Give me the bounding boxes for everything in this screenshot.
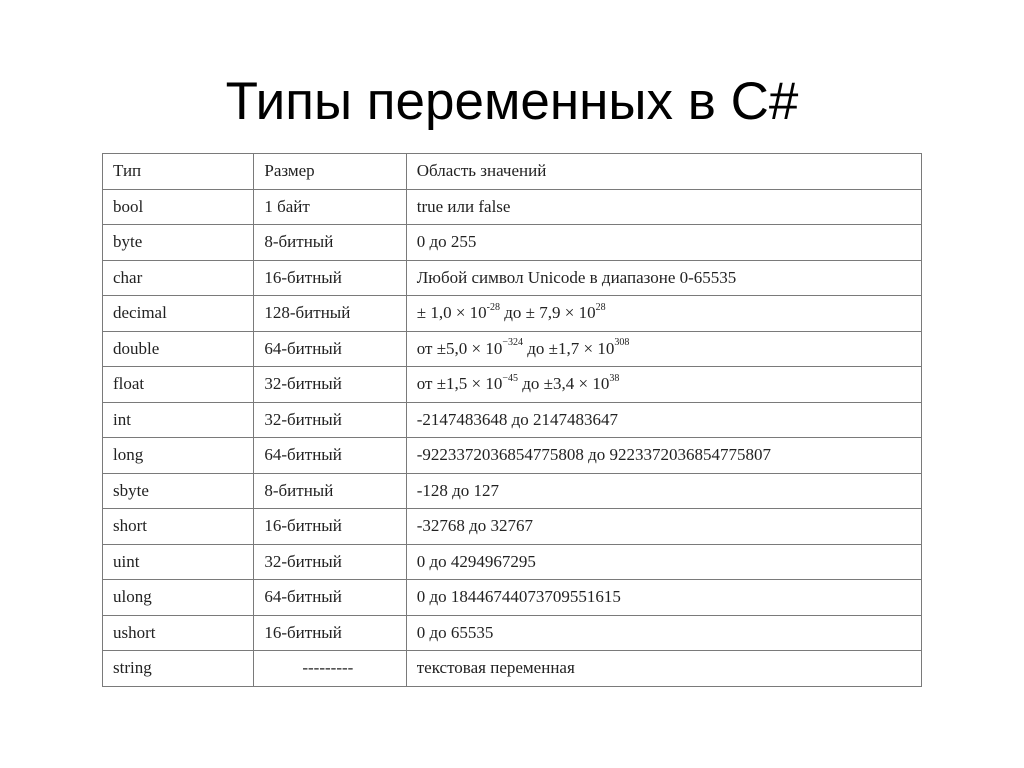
table-row-uint (103, 544, 922, 580)
cell-range (406, 615, 921, 651)
cell-type: sbyte (103, 473, 254, 509)
cell-range (406, 296, 921, 332)
header-type: Тип (103, 154, 254, 190)
cell-size: 1 байт (254, 189, 406, 225)
cell-type: decimal (103, 296, 254, 332)
cell-type: ulong (103, 580, 254, 616)
cell-type: float (103, 367, 254, 403)
header-range: Область значений (406, 154, 921, 190)
range-text: -128 до 127 (416, 480, 500, 500)
cell-range (406, 189, 921, 225)
table-row-float (103, 367, 922, 403)
range-exponent: −45 (502, 372, 519, 384)
table-body (103, 189, 922, 686)
range-text: -2147483648 до 2147483647 (416, 409, 619, 429)
cell-type: string (103, 651, 254, 687)
range-text: 0 до 255 (416, 232, 477, 252)
cell-range (406, 544, 921, 580)
header-size: Размер (254, 154, 406, 190)
cell-size: 32-битный (254, 402, 406, 438)
table-row-double (103, 331, 922, 367)
cell-range (406, 260, 921, 296)
table-row-short (103, 509, 922, 545)
cell-size: 64-битный (254, 331, 406, 367)
range-text: от ±5,0 × 10 (416, 338, 503, 358)
range-exponent: −324 (502, 337, 524, 349)
variable-types-table (102, 153, 922, 687)
range-text: true или false (416, 196, 511, 216)
table-row-ulong (103, 580, 922, 616)
range-text: до ±3,4 × 10 (518, 374, 610, 394)
cell-range (406, 580, 921, 616)
cell-size: 8-битный (254, 473, 406, 509)
cell-range (406, 438, 921, 474)
cell-type: short (103, 509, 254, 545)
cell-type: ushort (103, 615, 254, 651)
cell-range (406, 402, 921, 438)
cell-type: uint (103, 544, 254, 580)
cell-range (406, 367, 921, 403)
range-text: 0 до 65535 (416, 622, 494, 642)
range-exponent: -28 (486, 301, 501, 313)
range-text: от ±1,5 × 10 (416, 374, 503, 394)
slide-title: Типы переменных в C# (225, 72, 799, 131)
cell-range (406, 225, 921, 261)
table-row-ushort (103, 615, 922, 651)
table-row-byte (103, 225, 922, 261)
table-row-sbyte (103, 473, 922, 509)
cell-range (406, 331, 921, 367)
cell-type: int (103, 402, 254, 438)
table-row-string (103, 651, 922, 687)
cell-size: --------- (254, 651, 406, 687)
table-row-int (103, 402, 922, 438)
table-row-decimal (103, 296, 922, 332)
cell-range (406, 509, 921, 545)
cell-size: 16-битный (254, 260, 406, 296)
cell-size: 32-битный (254, 367, 406, 403)
range-text: текстовая переменная (416, 658, 575, 678)
cell-type: char (103, 260, 254, 296)
range-text: 0 до 4294967295 (416, 551, 536, 571)
range-text: Любой символ Unicode в диапазоне 0-65535 (416, 267, 737, 287)
header-row (103, 154, 922, 190)
cell-type: byte (103, 225, 254, 261)
cell-range (406, 473, 921, 509)
range-exponent: 38 (609, 372, 620, 384)
table-header (103, 154, 922, 190)
cell-type: double (103, 331, 254, 367)
range-text: ± 1,0 × 10 (416, 303, 487, 323)
cell-size: 8-битный (254, 225, 406, 261)
range-text: 0 до 18446744073709551615 (416, 587, 621, 607)
range-text: -32768 до 32767 (416, 516, 534, 536)
range-text: -9223372036854775808 до 9223372036854775807 (416, 445, 772, 465)
table-row-bool (103, 189, 922, 225)
cell-size: 64-битный (254, 580, 406, 616)
range-exponent: 28 (595, 301, 606, 313)
range-exponent: 308 (614, 337, 630, 349)
table-row-long (103, 438, 922, 474)
range-text: до ± 7,9 × 10 (500, 303, 596, 323)
cell-size: 64-битный (254, 438, 406, 474)
cell-size: 16-битный (254, 615, 406, 651)
cell-size: 16-битный (254, 509, 406, 545)
cell-type: long (103, 438, 254, 474)
cell-type: bool (103, 189, 254, 225)
cell-size: 128-битный (254, 296, 406, 332)
range-text: до ±1,7 × 10 (523, 338, 615, 358)
cell-range (406, 651, 921, 687)
table-row-char (103, 260, 922, 296)
cell-size: 32-битный (254, 544, 406, 580)
